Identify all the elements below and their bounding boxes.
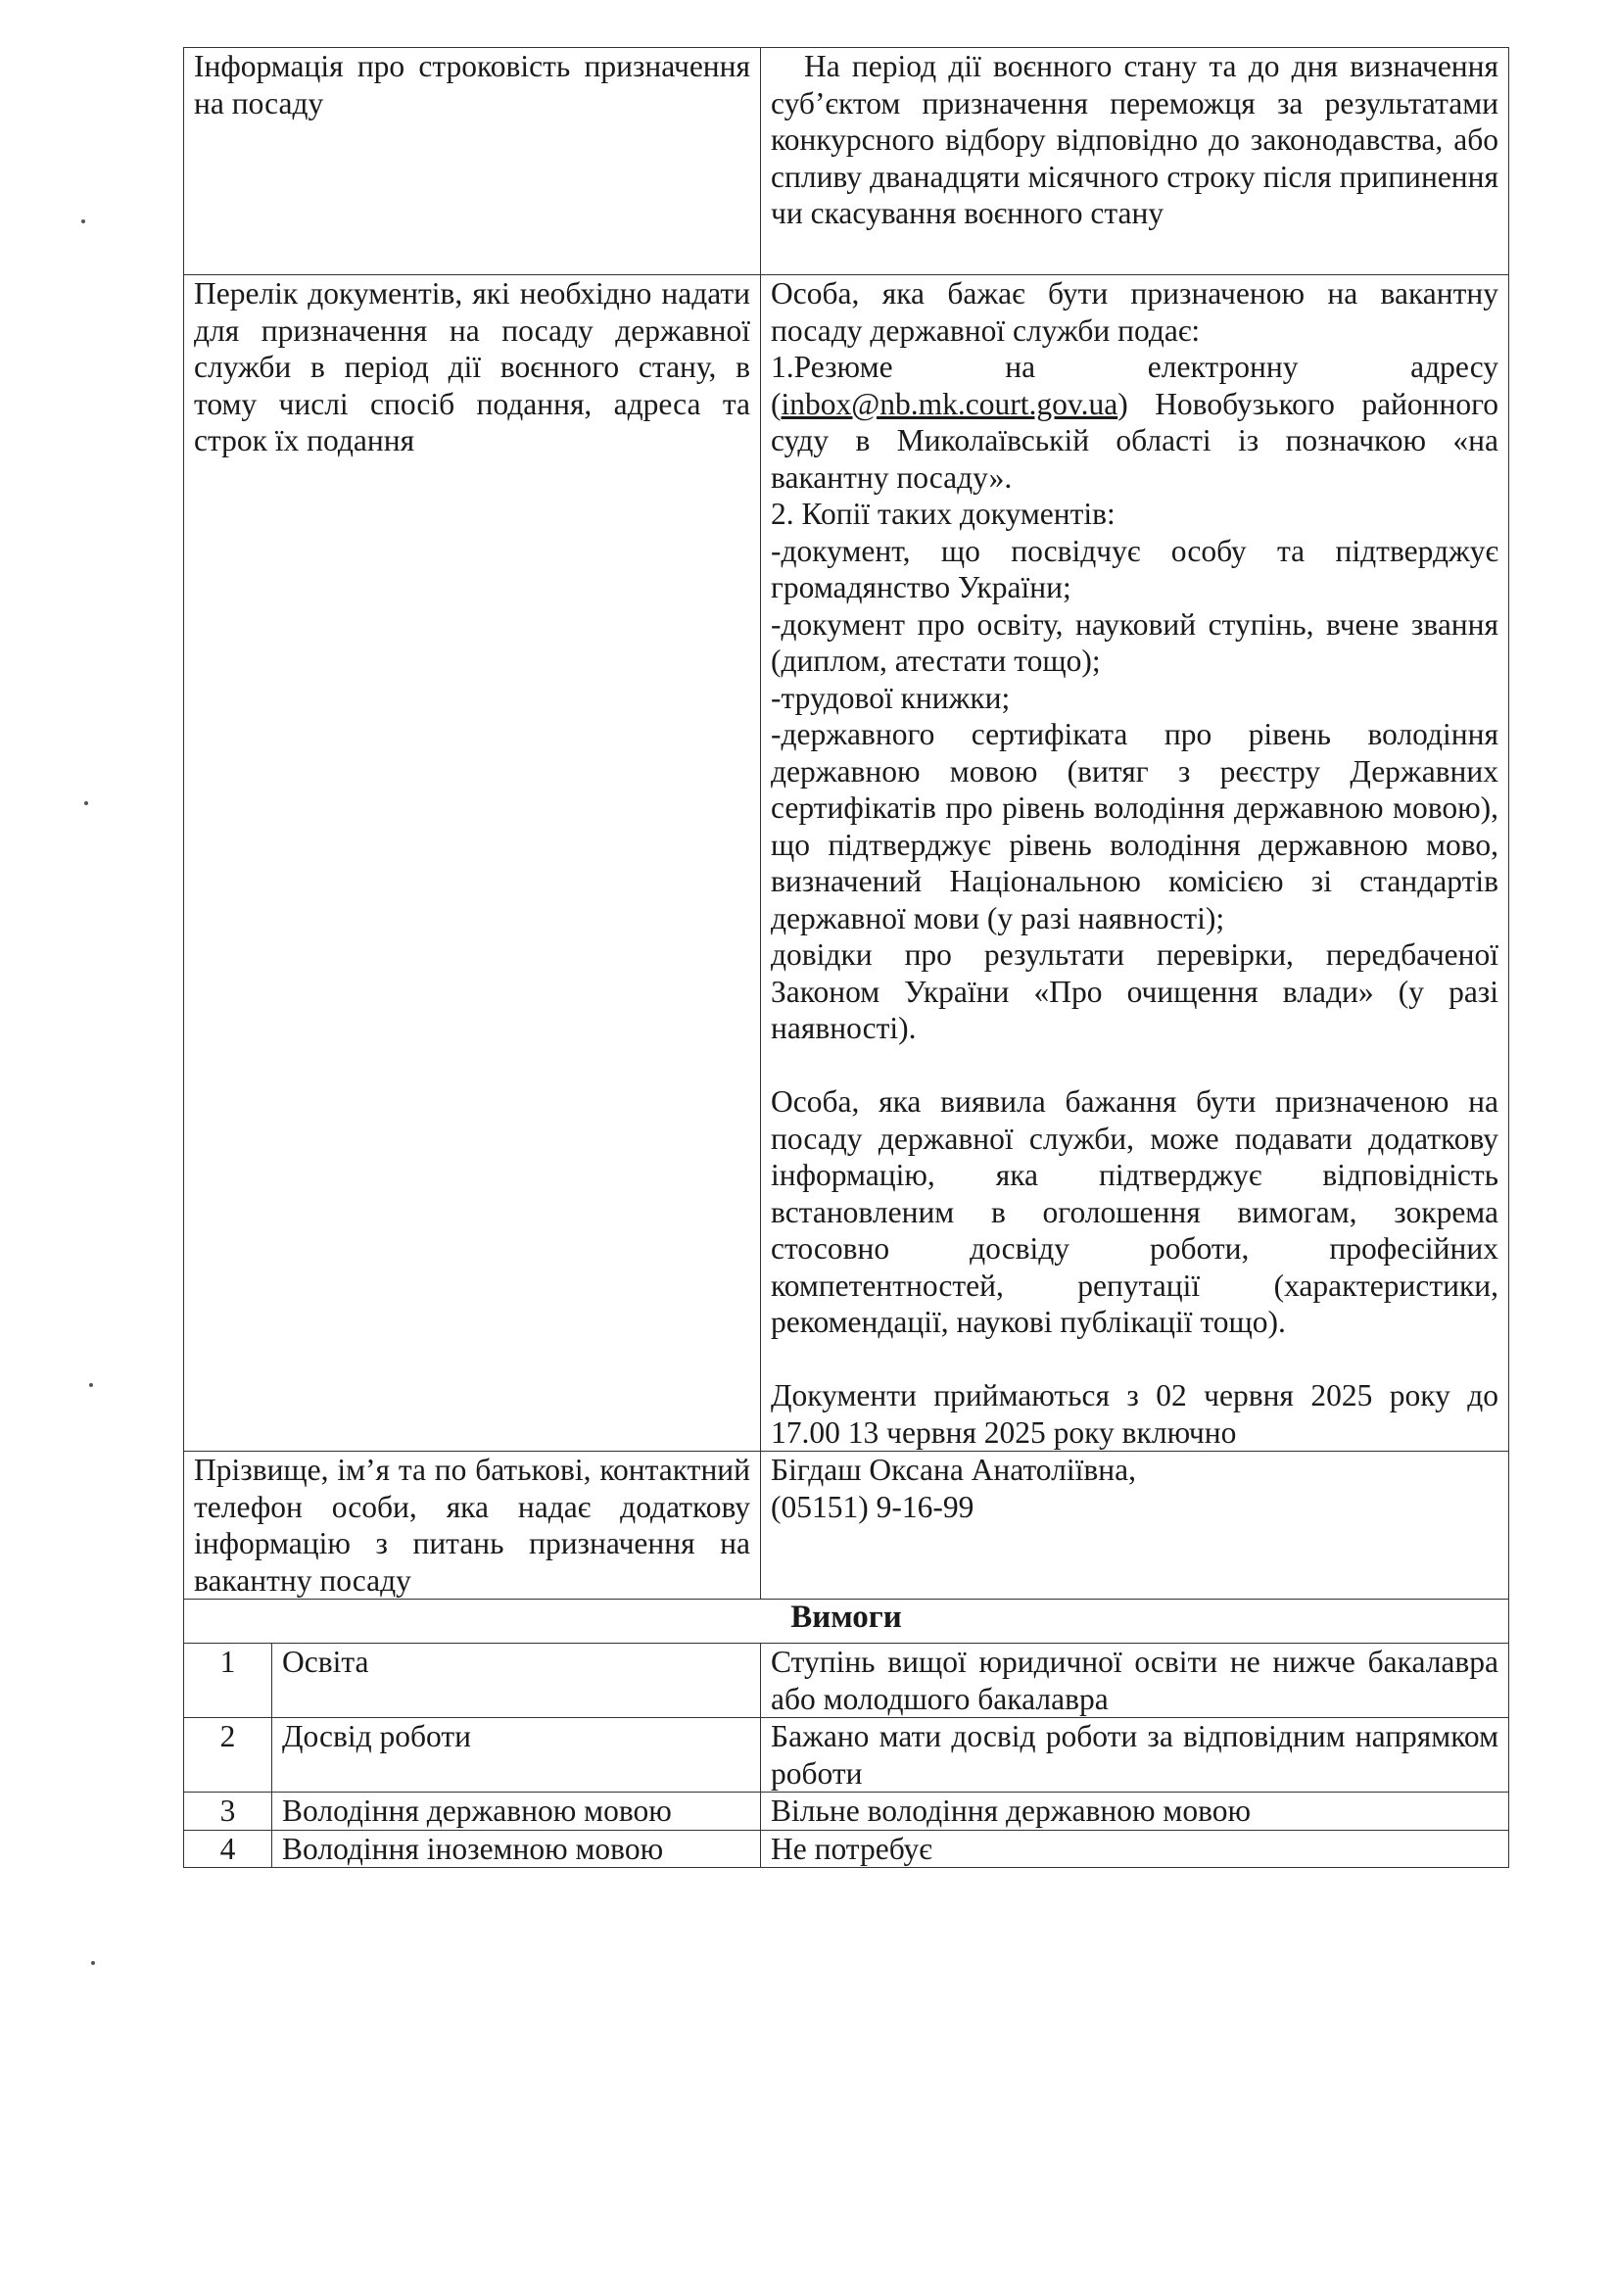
deadline-text: Документи приймаються з 02 червня 2025 року до 17.00 13 червня 2025 року включно xyxy=(771,1378,1499,1450)
documents-intro: Особа, яка бажає бути призначеною на вакантну посаду державної служби подає: xyxy=(771,276,1499,348)
copies-heading: 2. Копії таких документів: xyxy=(771,497,1116,531)
vacancy-info-table xyxy=(183,47,1509,1868)
requirement-row xyxy=(184,1830,1509,1868)
doc-item: -документ, що посвідчує особу та підтверджує громадянство України; xyxy=(771,533,1499,604)
requirement-row xyxy=(184,1793,1509,1831)
doc-item: -документ про освіту, науковий ступінь, вчене звання (диплом, атестати тощо); xyxy=(771,606,1499,678)
contact-row xyxy=(184,1452,1509,1600)
documents-label: Перелік документів, які необхідно надати для призначення на посаду державної служби в період дії воєнного стану, в тому числі спосіб подання, адреса та строк їх подання xyxy=(184,275,761,1452)
documents-value xyxy=(761,275,1509,1452)
requirements-heading: Вимоги xyxy=(184,1600,1509,1644)
requirement-row xyxy=(184,1644,1509,1718)
scan-speck xyxy=(89,1383,93,1387)
requirement-label: Володіння іноземною мовою xyxy=(272,1830,761,1868)
requirement-number: 4 xyxy=(184,1830,272,1868)
scan-speck xyxy=(81,219,85,223)
term-row xyxy=(184,48,1509,275)
requirements-heading-row xyxy=(184,1600,1509,1644)
resume-address: (inbox@nb.mk.court.gov.ua) Новобузького районного суду в Миколаївській області із позначкою «на вакантну посаду». xyxy=(771,386,1499,495)
contact-value xyxy=(761,1452,1509,1600)
scan-speck xyxy=(91,1961,95,1965)
contact-name: Бігдаш Оксана Анатоліївна, xyxy=(771,1453,1136,1487)
doc-item: -трудової книжки; xyxy=(771,680,1011,715)
requirement-value: Бажано мати досвід роботи за відповідним напрямком роботи xyxy=(761,1718,1509,1793)
requirement-label: Досвід роботи xyxy=(272,1718,761,1793)
contact-phone: (05151) 9-16-99 xyxy=(771,1489,974,1524)
resume-line: 1.Резюме на електронну адресу xyxy=(771,350,1499,384)
requirement-label: Освіта xyxy=(272,1644,761,1718)
email-link[interactable]: inbox@nb.mk.court.gov.ua xyxy=(781,386,1118,421)
requirement-number: 2 xyxy=(184,1718,272,1793)
requirement-number: 3 xyxy=(184,1793,272,1831)
requirement-value: Вільне володіння державною мовою xyxy=(761,1793,1509,1831)
requirement-value: Ступінь вищої юридичної освіти не нижче бакалавра або молодшого бакалавра xyxy=(761,1644,1509,1718)
documents-row xyxy=(184,275,1509,1452)
scan-speck xyxy=(84,801,88,805)
requirement-label: Володіння державною мовою xyxy=(272,1793,761,1831)
additional-info: Особа, яка виявила бажання бути призначеною на посаду державної служби, може подавати додаткову інформацію, яка підтверджує відповідність встановленим в оголошення вимогам, зокрема стосовно досвіду роботи, професійних компетентностей, репутації (характеристики, рекомендації, наукові публікації тощо). xyxy=(771,1084,1499,1339)
doc-item: довідки про результати перевірки, передбаченої Законом України «Про очищення влади» (у разі наявності). xyxy=(771,937,1499,1045)
term-value: На період дії воєнного стану та до дня визначення суб’єктом призначення переможця за результатами конкурсного відбору відповідно до законодавства, або спливу дванадцяти місячного строку після припинення чи скасування воєнного стану xyxy=(761,48,1509,275)
doc-item: -державного сертифіката про рівень володіння державною мовою (витяг з реєстру Державних сертифікатів про рівень володіння державною мовою), що підтверджує рівень володіння державною мово, визначений Національною комісією зі стандартів державної мови (у разі наявності); xyxy=(771,717,1499,935)
requirement-value: Не потребує xyxy=(761,1830,1509,1868)
contact-label: Прізвище, ім’я та по батькові, контактний телефон особи, яка надає додаткову інформацію з питань призначення на вакантну посаду xyxy=(184,1452,761,1600)
requirement-row xyxy=(184,1718,1509,1793)
requirement-number: 1 xyxy=(184,1644,272,1718)
term-label: Інформація про строковість призначення на посаду xyxy=(184,48,761,275)
